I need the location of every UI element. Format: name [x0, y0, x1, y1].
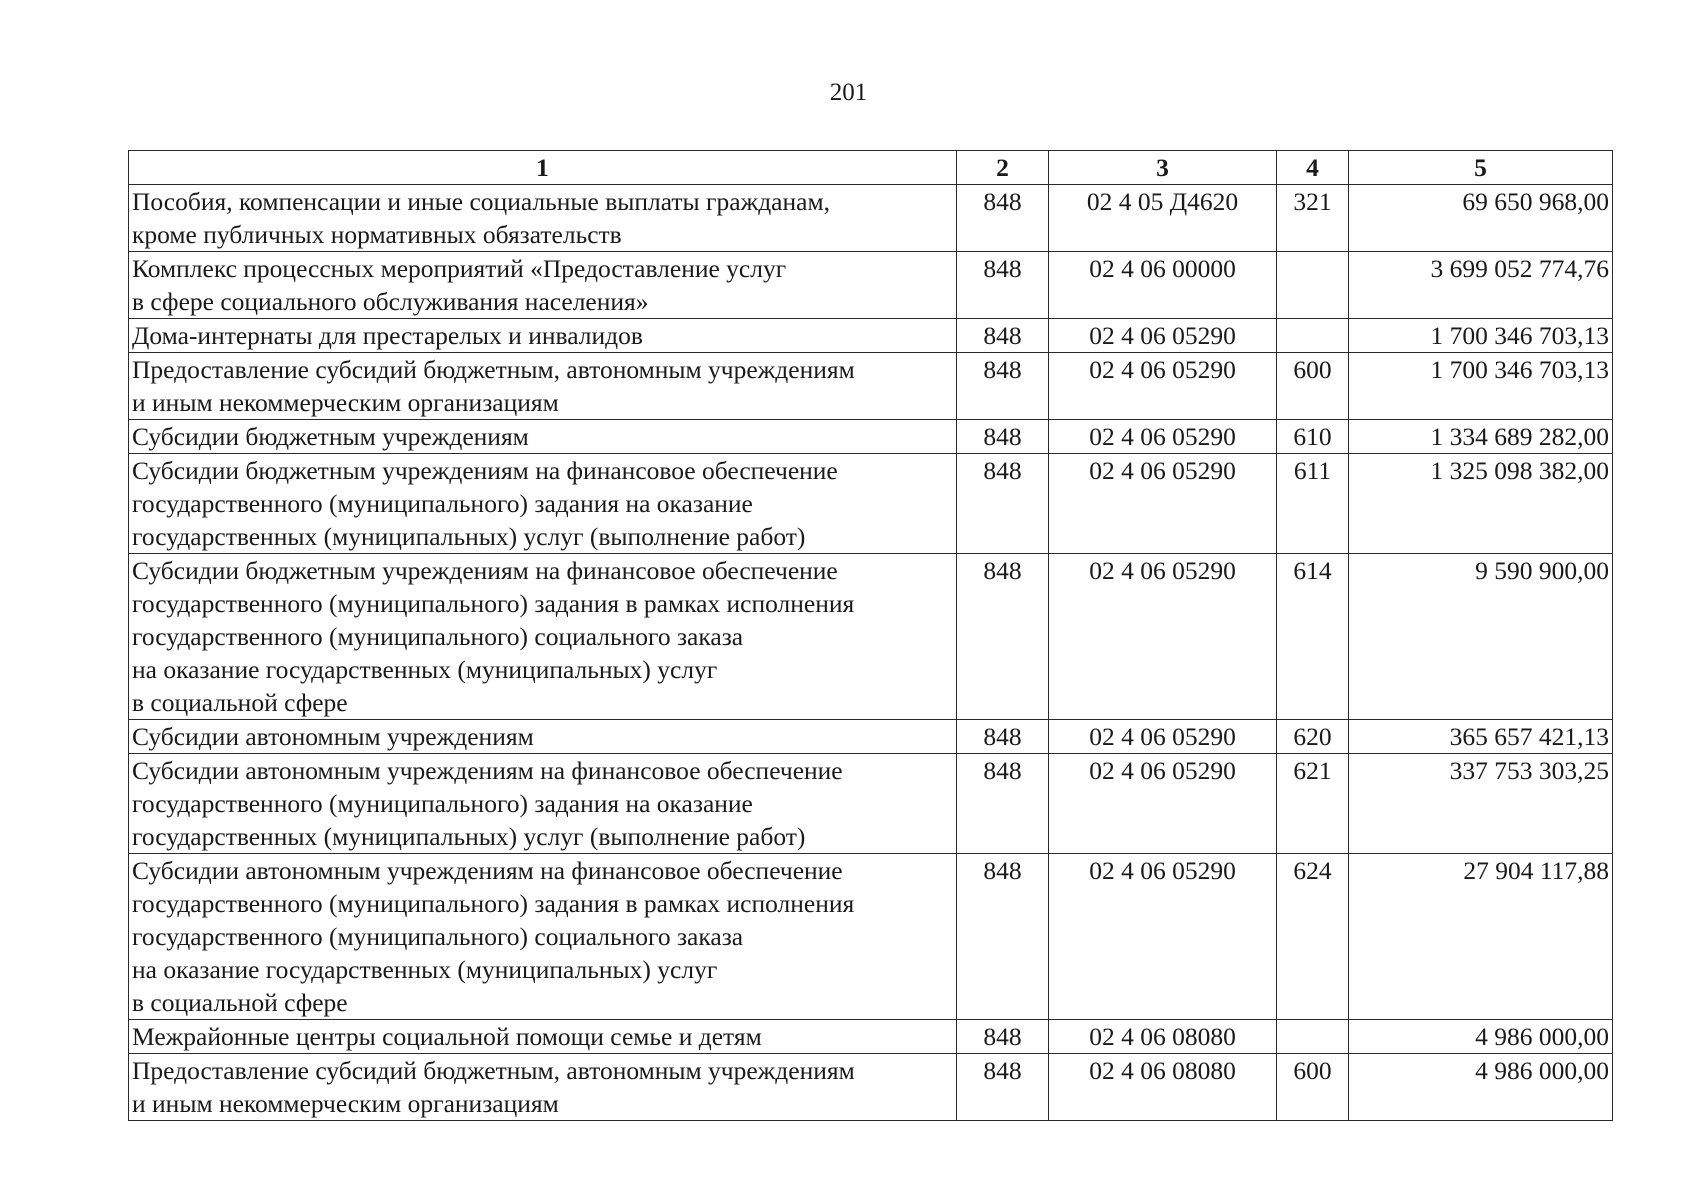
- cell-name: Дома-интернаты для престарелых и инвалидов: [129, 319, 957, 353]
- cell-expense-type: 600: [1277, 353, 1349, 420]
- cell-article: 02 4 06 05290: [1049, 854, 1277, 1020]
- cell-expense-type: 621: [1277, 754, 1349, 854]
- cell-name: Предоставление субсидий бюджетным, автономным учреждениям и иным некоммерческим организациям: [129, 353, 957, 420]
- cell-amount: 1 325 098 382,00: [1349, 454, 1613, 554]
- cell-code: 848: [957, 420, 1049, 454]
- cell-code: 848: [957, 1054, 1049, 1121]
- table-row: [129, 319, 1613, 353]
- table-body: [129, 185, 1613, 1121]
- cell-code: 848: [957, 720, 1049, 754]
- table-row: [129, 252, 1613, 319]
- cell-name: Субсидии автономным учреждениям: [129, 720, 957, 754]
- header-row: [129, 151, 1613, 185]
- cell-amount: 4 986 000,00: [1349, 1054, 1613, 1121]
- cell-name: Субсидии бюджетным учреждениям: [129, 420, 957, 454]
- budget-table: [128, 150, 1613, 1121]
- cell-code: 848: [957, 252, 1049, 319]
- cell-article: 02 4 06 05290: [1049, 754, 1277, 854]
- cell-expense-type: 321: [1277, 185, 1349, 252]
- cell-article: 02 4 06 05290: [1049, 454, 1277, 554]
- cell-amount: 27 904 117,88: [1349, 854, 1613, 1020]
- table-row: [129, 554, 1613, 720]
- cell-article: 02 4 06 05290: [1049, 554, 1277, 720]
- cell-article: 02 4 06 05290: [1049, 353, 1277, 420]
- cell-article: 02 4 06 05290: [1049, 720, 1277, 754]
- cell-article: 02 4 06 08080: [1049, 1054, 1277, 1121]
- cell-amount: 337 753 303,25: [1349, 754, 1613, 854]
- cell-amount: 3 699 052 774,76: [1349, 252, 1613, 319]
- table-row: [129, 754, 1613, 854]
- cell-amount: 365 657 421,13: [1349, 720, 1613, 754]
- header-col-5: 5: [1349, 151, 1613, 185]
- cell-name: Субсидии автономным учреждениям на финансовое обеспечение государственного (муниципального) задания на оказание государственных (муниципальных) услуг (выполнение работ): [129, 754, 957, 854]
- table-row: [129, 720, 1613, 754]
- header-col-3: 3: [1049, 151, 1277, 185]
- cell-name: Межрайонные центры социальной помощи семье и детям: [129, 1020, 957, 1054]
- page-number: 201: [829, 79, 868, 106]
- cell-code: 848: [957, 754, 1049, 854]
- cell-amount: 1 700 346 703,13: [1349, 319, 1613, 353]
- cell-expense-type: 600: [1277, 1054, 1349, 1121]
- cell-amount: 69 650 968,00: [1349, 185, 1613, 252]
- cell-expense-type: 620: [1277, 720, 1349, 754]
- cell-code: 848: [957, 353, 1049, 420]
- cell-expense-type: [1277, 252, 1349, 319]
- cell-expense-type: 611: [1277, 454, 1349, 554]
- cell-amount: 9 590 900,00: [1349, 554, 1613, 720]
- header-col-4: 4: [1277, 151, 1349, 185]
- cell-code: 848: [957, 1020, 1049, 1054]
- cell-name: Субсидии бюджетным учреждениям на финансовое обеспечение государственного (муниципального) задания на оказание государственных (муниципальных) услуг (выполнение работ): [129, 454, 957, 554]
- table-row: [129, 420, 1613, 454]
- cell-expense-type: 624: [1277, 854, 1349, 1020]
- cell-amount: 1 334 689 282,00: [1349, 420, 1613, 454]
- cell-code: 848: [957, 554, 1049, 720]
- cell-article: 02 4 06 05290: [1049, 420, 1277, 454]
- table-row: [129, 1020, 1613, 1054]
- table-row: [129, 1054, 1613, 1121]
- header-col-1: 1: [129, 151, 957, 185]
- table-row: [129, 854, 1613, 1020]
- table-row: [129, 185, 1613, 252]
- cell-article: 02 4 05 Д4620: [1049, 185, 1277, 252]
- cell-name: Субсидии автономным учреждениям на финансовое обеспечение государственного (муниципального) задания в рамках исполнения государственного (муниципального) социального заказа на оказание государственных (муниципальных) услуг в социальной сфере: [129, 854, 957, 1020]
- table-row: [129, 353, 1613, 420]
- cell-expense-type: [1277, 1020, 1349, 1054]
- cell-expense-type: 610: [1277, 420, 1349, 454]
- cell-name: Субсидии бюджетным учреждениям на финансовое обеспечение государственного (муниципального) задания в рамках исполнения государственного (муниципального) социального заказа на оказание государственных (муниципальных) услуг в социальной сфере: [129, 554, 957, 720]
- cell-code: 848: [957, 854, 1049, 1020]
- cell-article: 02 4 06 08080: [1049, 1020, 1277, 1054]
- cell-expense-type: [1277, 319, 1349, 353]
- cell-name: Комплекс процессных мероприятий «Предоставление услуг в сфере социального обслуживания населения»: [129, 252, 957, 319]
- table-row: [129, 454, 1613, 554]
- table-header: [129, 151, 1613, 185]
- cell-amount: 1 700 346 703,13: [1349, 353, 1613, 420]
- cell-code: 848: [957, 319, 1049, 353]
- header-col-2: 2: [957, 151, 1049, 185]
- cell-name: Пособия, компенсации и иные социальные выплаты гражданам, кроме публичных нормативных обязательств: [129, 185, 957, 252]
- cell-amount: 4 986 000,00: [1349, 1020, 1613, 1054]
- cell-expense-type: 614: [1277, 554, 1349, 720]
- cell-code: 848: [957, 185, 1049, 252]
- cell-article: 02 4 06 05290: [1049, 319, 1277, 353]
- cell-article: 02 4 06 00000: [1049, 252, 1277, 319]
- cell-name: Предоставление субсидий бюджетным, автономным учреждениям и иным некоммерческим организациям: [129, 1054, 957, 1121]
- cell-code: 848: [957, 454, 1049, 554]
